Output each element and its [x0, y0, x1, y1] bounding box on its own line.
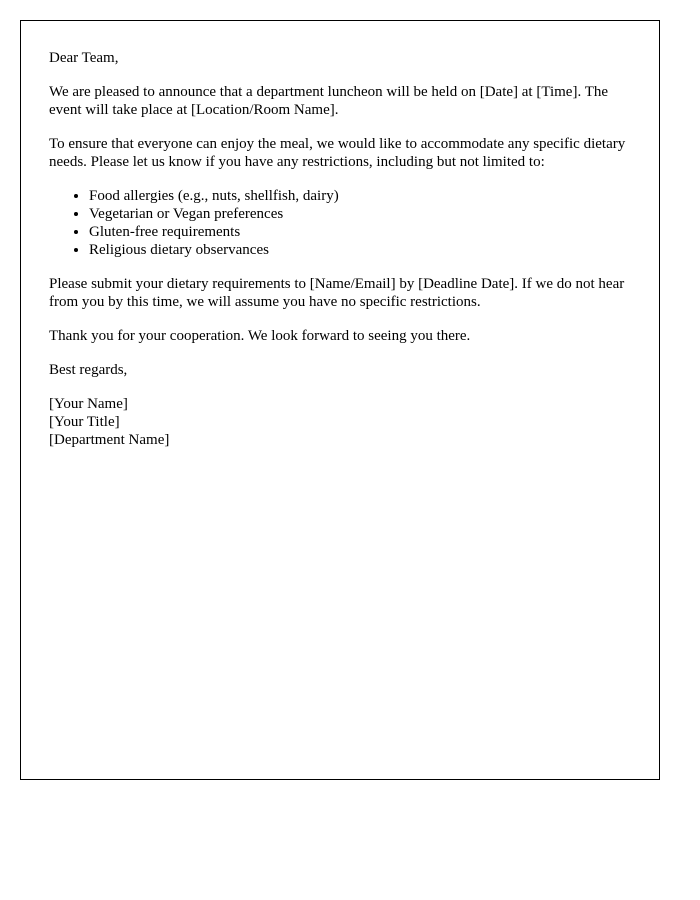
list-item: • Vegetarian or Vegan preferences — [89, 205, 631, 223]
letter-greeting: Dear Team, — [49, 50, 119, 66]
signature-block — [49, 395, 631, 449]
accommodation-paragraph: To ensure that everyone can enjoy the meal, we would like to accommodate any specific dietary needs. Please let us know if you have any restrictions, including but not limited to: — [49, 136, 626, 170]
thanks-paragraph: Thank you for your cooperation. We look forward to seeing you there. — [49, 328, 471, 344]
letter-frame — [20, 20, 660, 780]
signature-department: [Department Name] — [49, 432, 170, 448]
intro-paragraph: We are pleased to announce that a department luncheon will be held on [Date] at [Time]. The event will take place at [Location/Room Name]. — [49, 84, 609, 118]
submission-paragraph: Please submit your dietary requirements to [Name/Email] by [Deadline Date]. If we do not hear from you by this time, we will assume you have no specific restrictions. — [49, 276, 625, 310]
signature-title: [Your Title] — [49, 414, 120, 430]
signature-name: [Your Name] — [49, 396, 128, 412]
list-item: • Food allergies (e.g., nuts, shellfish, dairy) — [89, 187, 631, 205]
closing-line: Best regards, — [49, 362, 128, 378]
dietary-restrictions-list — [49, 187, 631, 259]
list-item: • Gluten-free requirements — [89, 223, 631, 241]
list-item: • Religious dietary observances — [89, 241, 631, 259]
